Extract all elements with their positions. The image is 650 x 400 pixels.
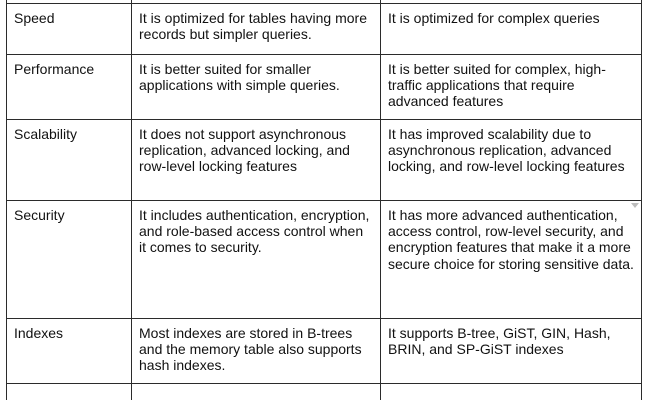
comparison-table xyxy=(6,0,642,400)
table-cell-empty xyxy=(132,384,381,400)
feature-label: Scalability xyxy=(14,126,78,142)
postgresql-text: It has more advanced authentication, access control, row-level security, and encryption features that make it a more secure choice for storing sensitive data. xyxy=(388,207,634,272)
table-row-indexes xyxy=(7,319,642,384)
feature-cell xyxy=(7,319,132,384)
postgresql-cell xyxy=(381,55,642,120)
postgresql-cell xyxy=(381,319,642,384)
table-row-partial-bottom xyxy=(7,384,642,400)
mysql-cell xyxy=(132,55,381,120)
postgresql-cell xyxy=(381,4,642,55)
postgresql-text: It is optimized for complex queries xyxy=(388,10,600,26)
mysql-text: Most indexes are stored in B-trees and the memory table also supports hash indexes. xyxy=(139,325,362,374)
feature-cell xyxy=(7,201,132,319)
mysql-text: It is better suited for smaller applications with simple queries. xyxy=(139,61,340,94)
table-row-security xyxy=(7,201,642,319)
postgresql-cell xyxy=(381,201,642,319)
feature-label: Indexes xyxy=(14,325,64,341)
table-cell-empty xyxy=(381,384,642,400)
feature-label: Security xyxy=(14,207,65,223)
postgresql-text: It has improved scalability due to asynchronous replication, advanced locking, and row-level locking features xyxy=(388,126,625,175)
comment-dropdown-icon[interactable] xyxy=(631,203,639,208)
table-cell-empty xyxy=(7,384,132,400)
mysql-cell xyxy=(132,319,381,384)
table-row-speed xyxy=(7,4,642,55)
mysql-text: It does not support asynchronous replication, advanced locking, and row-level locking features xyxy=(139,126,350,175)
mysql-cell xyxy=(132,4,381,55)
postgresql-text: It is better suited for complex, high-traffic applications that require advanced features xyxy=(388,61,606,110)
postgresql-text: It supports B-tree, GiST, GIN, Hash, BRIN, and SP-GiST indexes xyxy=(388,325,611,358)
mysql-cell xyxy=(132,120,381,201)
mysql-text: It is optimized for tables having more records but simpler queries. xyxy=(139,10,367,43)
table-row-performance xyxy=(7,55,642,120)
table-row-scalability xyxy=(7,120,642,201)
mysql-text: It includes authentication, encryption, and role-based access control when it comes to security. xyxy=(139,207,370,256)
feature-cell xyxy=(7,4,132,55)
mysql-cell xyxy=(132,201,381,319)
feature-cell xyxy=(7,120,132,201)
feature-label: Speed xyxy=(14,10,55,26)
feature-label: Performance xyxy=(14,61,95,77)
postgresql-cell xyxy=(381,120,642,201)
feature-cell xyxy=(7,55,132,120)
